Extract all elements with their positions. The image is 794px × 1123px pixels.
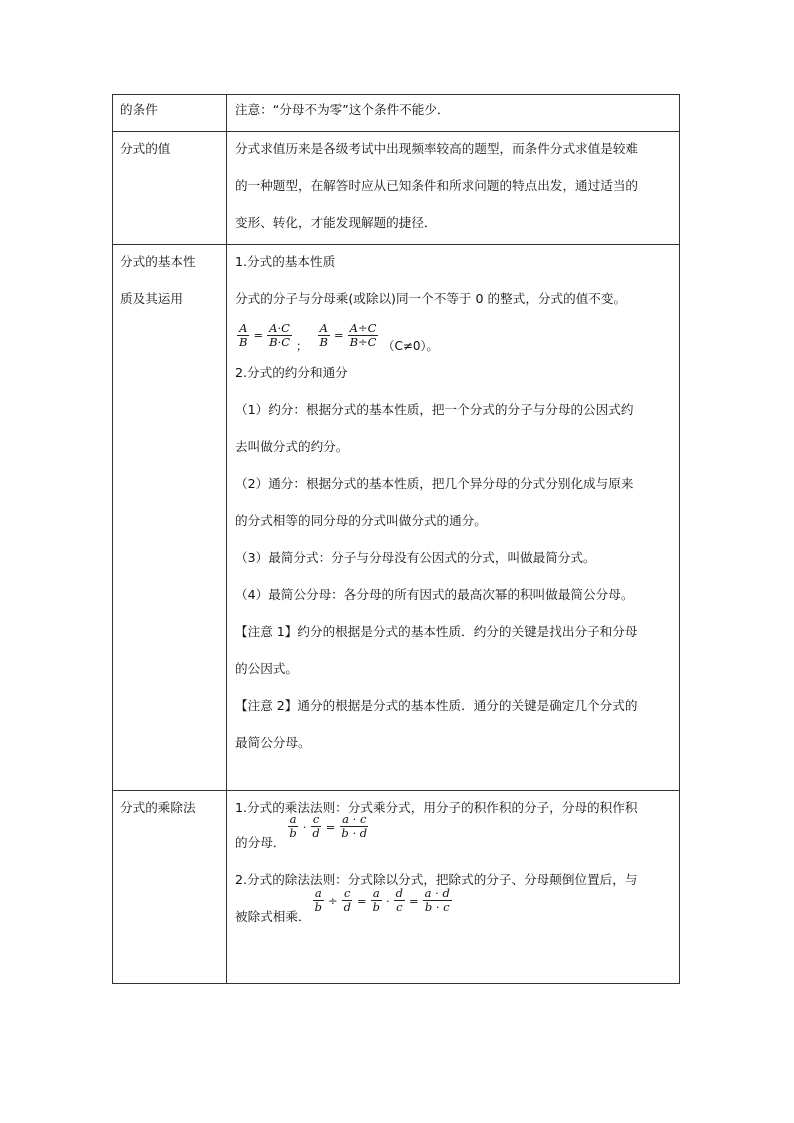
fraction: $\frac{a \cdot d}{b \cdot c}$ [424,886,450,914]
content-line: 1.分式的乘法法则：分式乘分式，用分子的积作积的分子，分母的积作积 [235,800,638,815]
knowledge-table [112,94,680,984]
fraction: $\frac{A}{B}$ [319,320,328,349]
fraction: $\frac{a}{b}$ [372,886,380,914]
content-line: 的分式相等的同分母的分式叫做分式的通分。 [235,513,487,528]
table-row [113,132,680,245]
fraction: $\frac{a}{b}$ [289,812,297,840]
fraction: $\frac{A}{B}$ [239,320,248,349]
table-row [113,245,680,791]
condition-text: （C≠0）。 [382,339,439,353]
content-line: 最简公分母。 [235,735,311,750]
content-line: 【注意 1】约分的根据是分式的基本性质．约分的关键是找出分子和分母 [235,624,638,639]
content-line: 1.分式的基本性质 [235,254,336,269]
fraction: $\frac{a}{b}$ [314,886,322,914]
row-content-cell [227,791,680,984]
fraction: $\frac{c}{d}$ [343,886,351,914]
content-line: （3）最简分式：分子与分母没有公因式的分式，叫做最简分式。 [235,550,596,565]
row-label-cell [113,95,227,132]
fraction: $\frac{a \cdot c}{b \cdot d}$ [341,812,368,840]
table-row [113,95,680,132]
content-line: 的分母． [235,835,286,850]
basic-property-formula: $\frac{A}{B}$ = $\frac{A\cdot C}{B\cdot C}$ ； $\frac{A}{B}$ = $\frac{A\div C}{B\div C}$ （C≠0）。 [239,320,439,353]
row-content-cell [227,132,680,245]
content-line: 2.分式的约分和通分 [235,365,348,380]
fraction: $\frac{A\cdot C}{B\cdot C}$ [269,320,290,349]
row-label: 的条件 [120,102,158,117]
row-label: 分式的值 [120,141,171,156]
content-line: 2.分式的除法法则：分式除以分式，把除式的分子、分母颠倒位置后，与 [235,872,638,887]
row-label: 分式的乘除法 [120,800,196,815]
multiplication-rule-formula: 的分母． $\frac{a}{b}$ · $\frac{c}{d}$ = $\frac{a \cdot c}{b \cdot d}$ [235,812,368,850]
fraction: $\frac{d}{c}$ [395,886,403,914]
content-line: 【注意 2】通分的根据是分式的基本性质．通分的关键是确定几个分式的 [235,698,638,713]
content-line: 变形、转化，才能发现解题的捷径． [235,215,437,230]
content-line: （4）最简公分母：各分母的所有因式的最高次幂的积叫做最简公分母。 [235,587,634,602]
content-line: 的一种题型，在解答时应从已知条件和所求问题的特点出发，通过适当的 [235,178,638,193]
content-line: 分式的分子与分母乘(或除以)同一个不等于 0 的整式，分式的值不变。 [235,291,627,306]
row-content-cell [227,245,680,791]
row-label-cell [113,791,227,984]
fraction: $\frac{A\div C}{B\div C}$ [349,320,377,349]
content-line: 被除式相乘． [235,909,311,924]
content-line: 去叫做分式的约分。 [235,439,349,454]
row-content-cell [227,95,680,132]
content-line: （1）约分：根据分式的基本性质，把一个分式的分子与分母的公因式约 [235,402,634,417]
table-row [113,791,680,984]
row-label-cell [113,132,227,245]
row-label: 质及其运用 [120,291,183,306]
content-line: 注意：“分母不为零”这个条件不能少． [235,102,450,117]
row-label-cell [113,245,227,791]
content-line: （2）通分：根据分式的基本性质，把几个异分母的分式分别化成与原来 [235,476,634,491]
division-rule-formula: 被除式相乘． $\frac{a}{b}$ ÷ $\frac{c}{d}$ = $\frac{a}{b}$ · $\frac{d}{c}$ = $\frac{a \cdot d}{b \cdot c}$ [235,886,450,924]
content-line: 分式求值历来是各级考试中出现频率较高的题型，而条件分式求值是较难 [235,141,638,156]
fraction: $\frac{c}{d}$ [312,812,320,840]
content-line: 的公因式。 [235,661,298,676]
row-label: 分式的基本性 [120,254,196,269]
